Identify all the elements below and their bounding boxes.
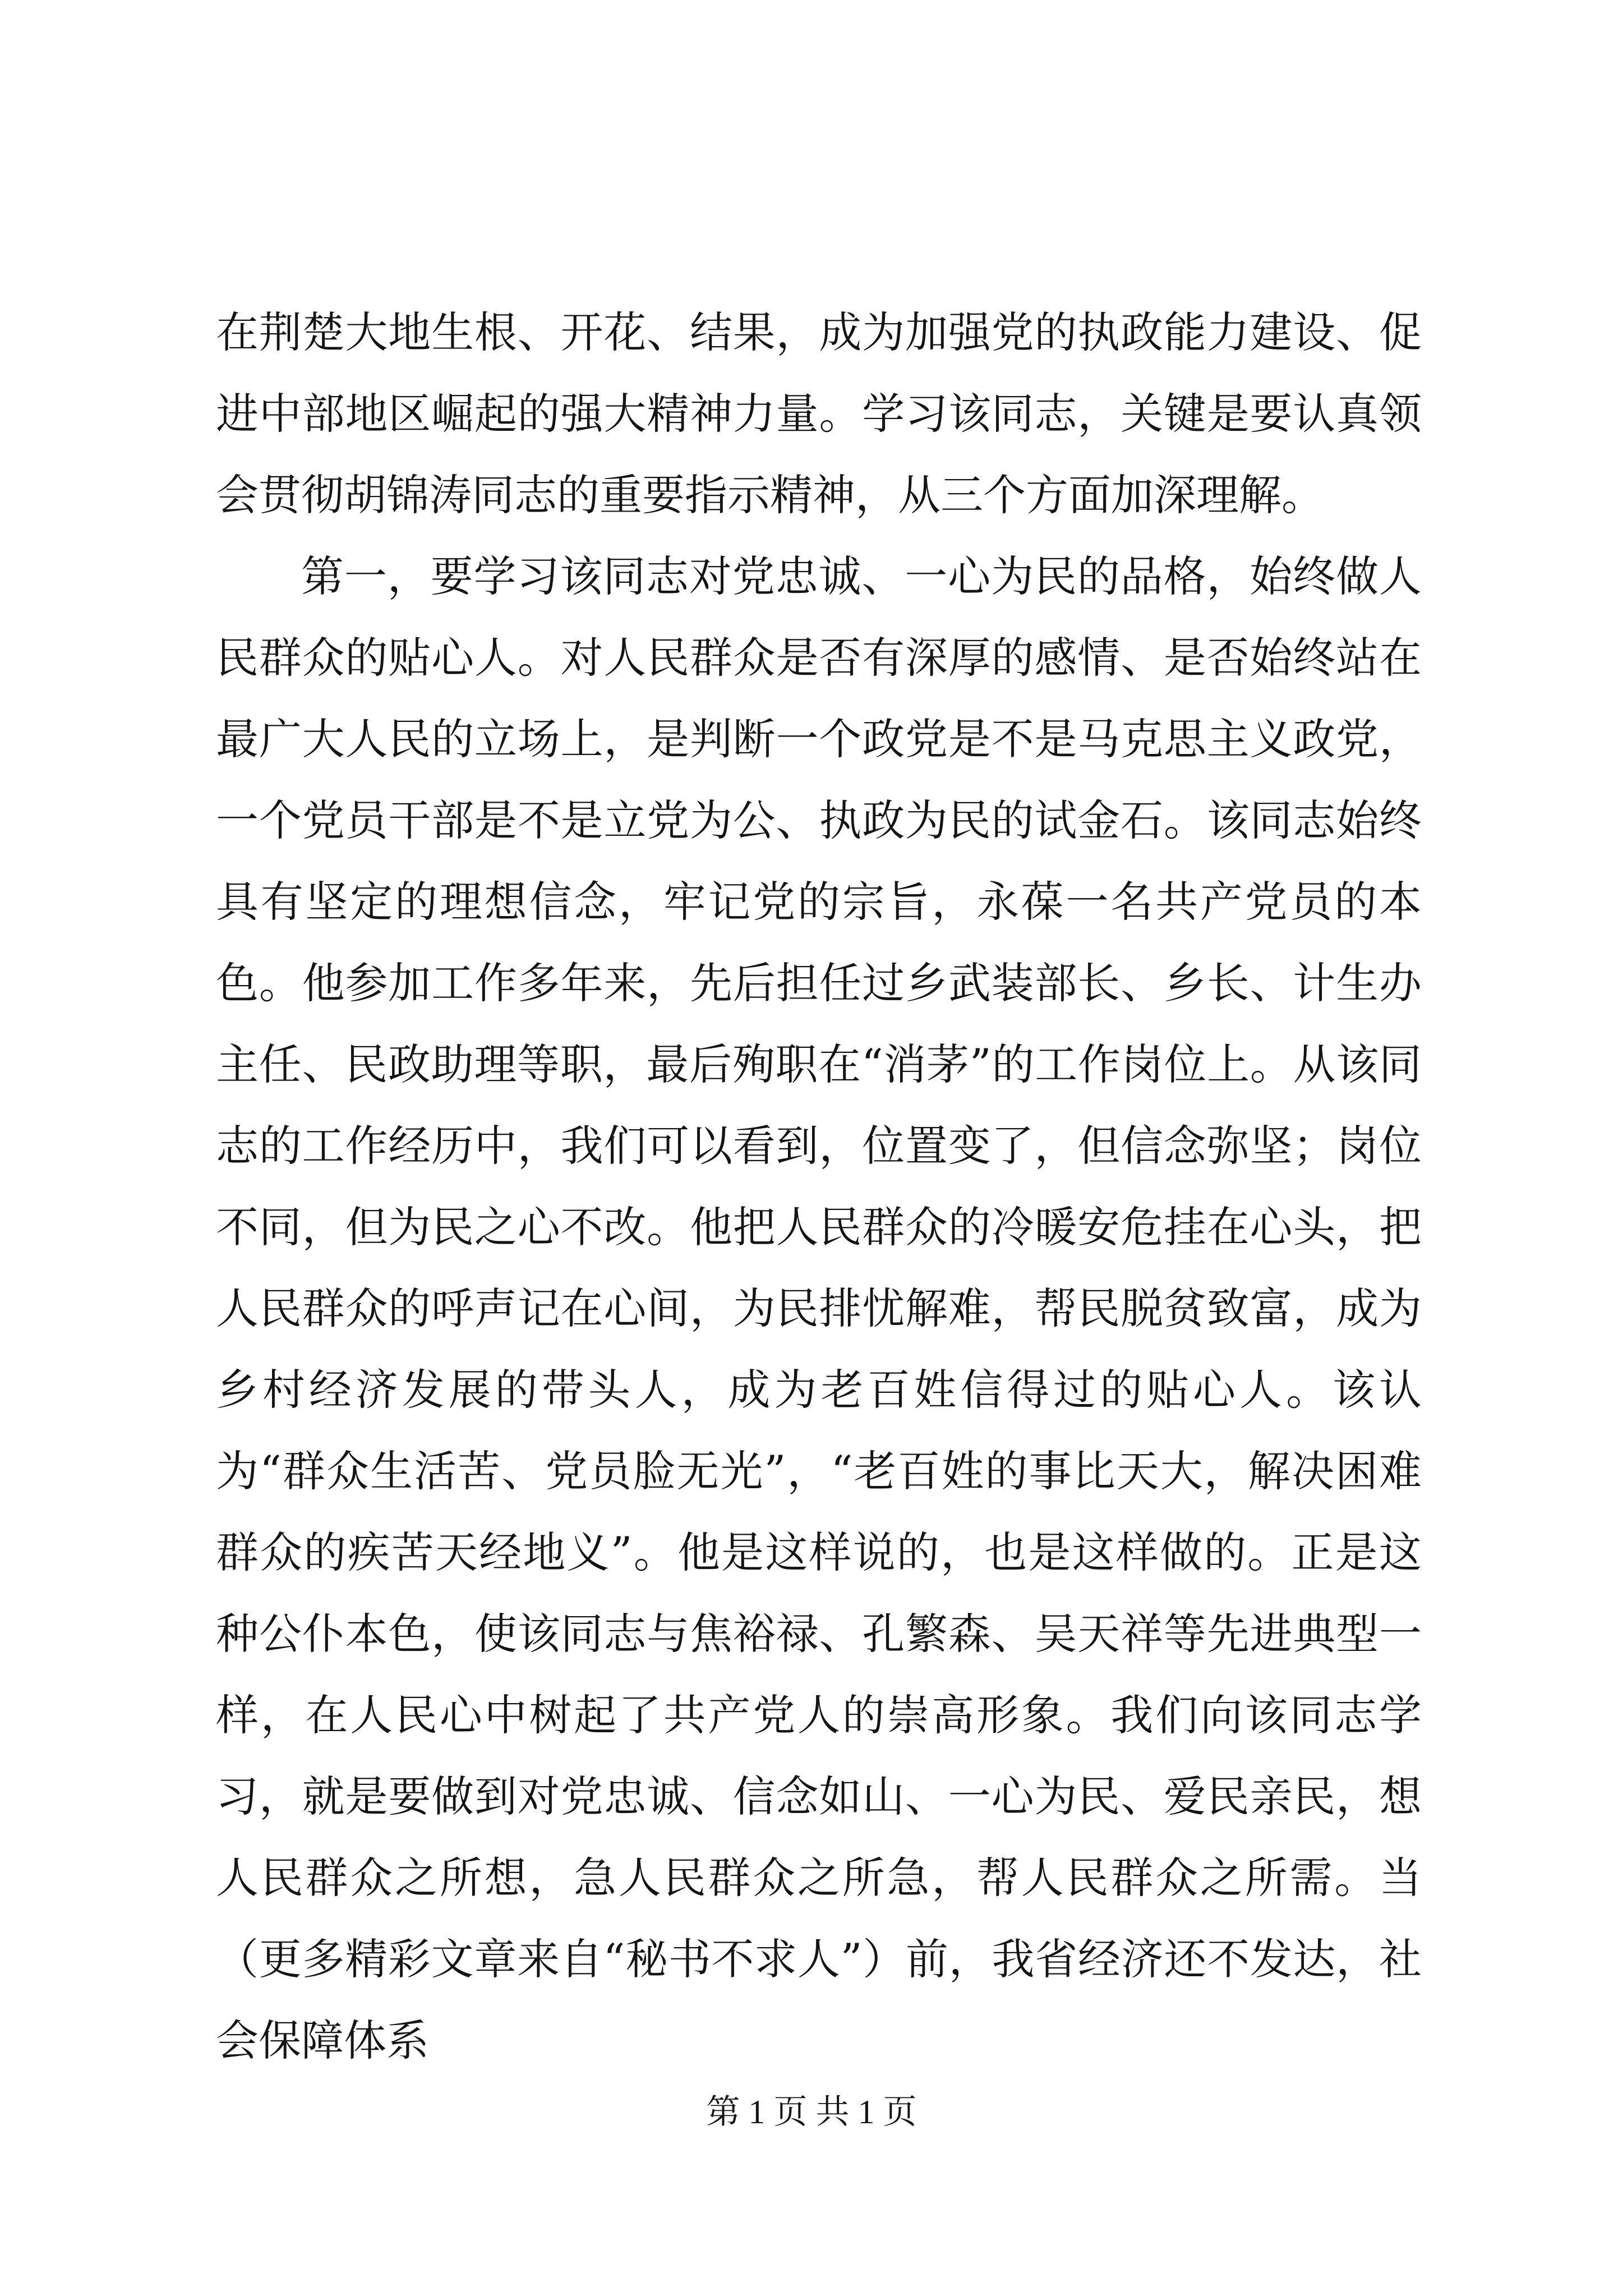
page-footer xyxy=(0,2090,1623,2134)
document-body xyxy=(216,292,1422,2081)
page-number-label: 第 1 页 共 1 页 xyxy=(706,2093,917,2131)
body-paragraph-1: 在荆楚大地生根、开花、结果，成为加强党的执政能力建设、促进中部地区崛起的强大精神力量。学习该同志，关键是要认真领会贯彻胡锦涛同志的重要指示精神，从三个方面加深理解。 xyxy=(216,307,1422,520)
body-paragraph-2: 第一，要学习该同志对党忠诚、一心为民的品格，始终做人民群众的贴心人。对人民群众是否有深厚的感情、是否始终站在最广大人民的立场上，是判断一个政党是不是马克思主义政党，一个党员干部是不是立党为公、执政为民的试金石。该同志始终具有坚定的理想信念，牢记党的宗旨，永葆一名共产党员的本色。他参加工作多年来，先后担任过乡武装部长、乡长、计生办主任、民政助理等职，最后殉职在“消茅”的工作岗位上。从该同志的工作经历中，我们可以看到，位置变了，但信念弥坚；岗位不同，但为民之心不改。他把人民群众的冷暖安危挂在心头，把人民群众的呼声记在心间，为民排忧解难，帮民脱贫致富，成为乡村经济发展的带头人，成为老百姓信得过的贴心人。该认为“群众生活苦、党员脸无光”，“老百姓的事比天大，解决困难群众的疾苦天经地义”。他是这样说的，也是这样做的。正是这种公仆本色，使该同志与焦裕禄、孔繁森、吴天祥等先进典型一样，在人民心中树起了共产党人的崇高形象。我们向该同志学习，就是要做到对党忠诚、信念如山、一心为民、爱民亲民，想人民群众之所想，急人民群众之所急，帮人民群众之所需。当（更多精彩文章来自“秘书不求人”）前，我省经济还不发达，社会保障体系 xyxy=(216,551,1422,2065)
